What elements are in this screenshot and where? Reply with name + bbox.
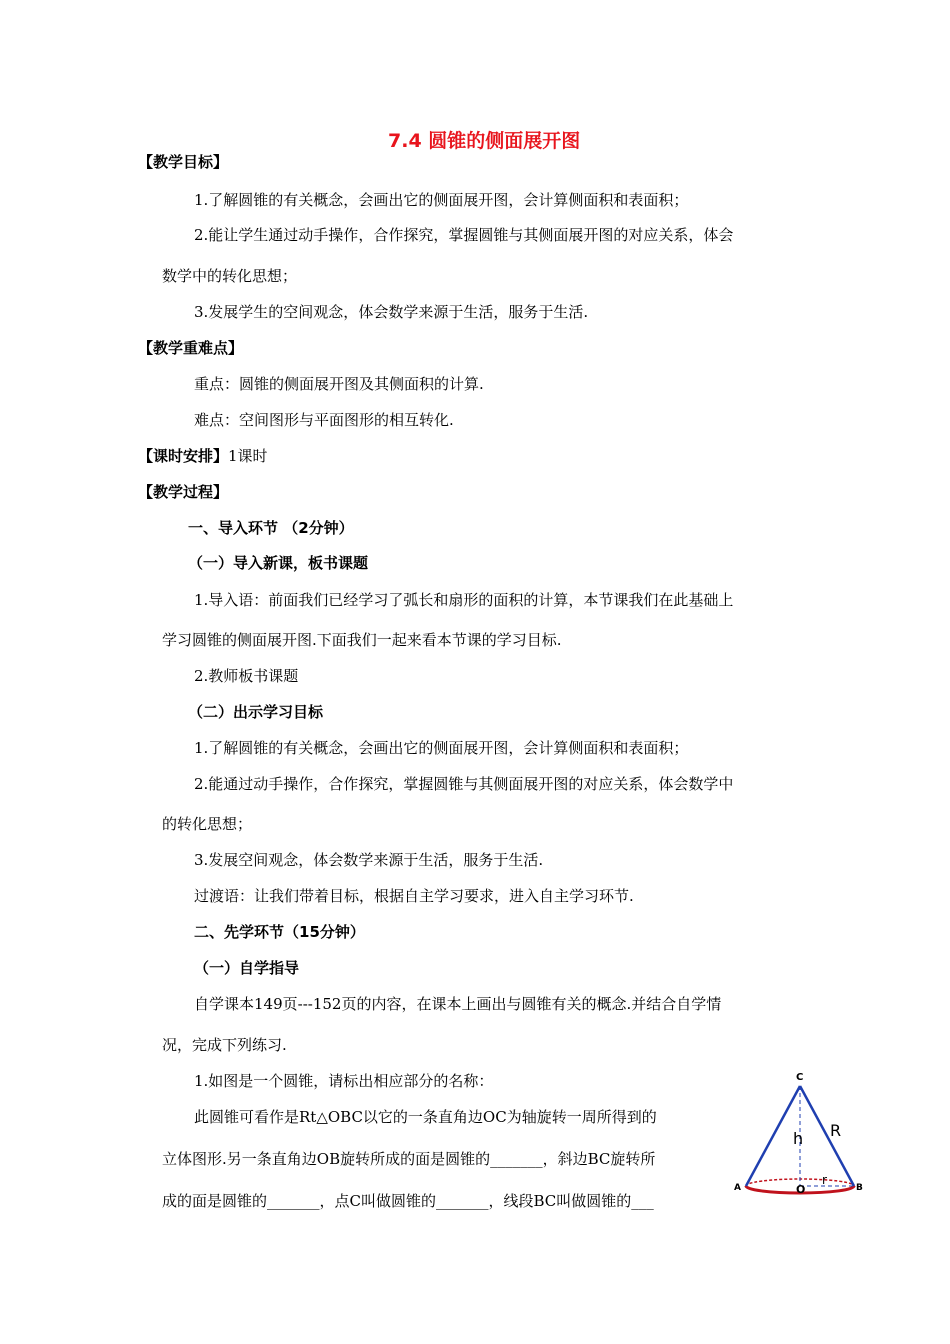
part2-heading: 二、先学环节（15分钟） [194, 923, 365, 941]
cone-side-left [746, 1086, 800, 1186]
transition-text: 过渡语：让我们带着目标，根据自主学习要求，进入自主学习环节. [194, 887, 634, 905]
schedule-heading: 【课时安排】 [138, 447, 229, 465]
exercise-1-text-3: 成的面是圆锥的_______，点C叫做圆锥的_______，线段BC叫做圆锥的___ [162, 1192, 654, 1210]
goal-3: 3.发展学生的空间观念，体会数学来源于生活，服务于生活. [194, 303, 589, 321]
keypoints-heading: 【教学重难点】 [138, 339, 244, 357]
label-o: O [796, 1183, 806, 1196]
label-b: B [856, 1183, 863, 1193]
exercise-1-text-1: 此圆锥可看作是Rt△OBC以它的一条直角边OC为轴旋转一周所得到的 [194, 1108, 657, 1126]
objective-2-line-1: 2.能通过动手操作，合作探究，掌握圆锥与其侧面展开图的对应关系，体会数学中 [194, 775, 734, 793]
cone-slant-height [800, 1086, 854, 1186]
keypoint: 重点：圆锥的侧面展开图及其侧面积的计算. [194, 375, 484, 393]
intro-1-line-1: 1.导入语：前面我们已经学习了弧长和扇形的面积的计算，本节课我们在此基础上 [194, 591, 734, 609]
objective-2-line-2: 的转化思想； [162, 815, 253, 833]
process-heading: 【教学过程】 [138, 483, 229, 501]
label-c: C [796, 1072, 804, 1083]
intro-1-line-2: 学习圆锥的侧面展开图.下面我们一起来看本节课的学习目标. [162, 631, 562, 649]
part1-sub1: （一）导入新课，板书课题 [188, 554, 369, 572]
part1-sub2: （二）出示学习目标 [188, 703, 324, 721]
label-r-slant: R [830, 1121, 842, 1140]
goals-heading: 【教学目标】 [138, 153, 229, 171]
objective-3: 3.发展空间观念，体会数学来源于生活，服务于生活. [194, 851, 544, 869]
label-r-radius: r [822, 1173, 827, 1187]
goal-2-line-2: 数学中的转化思想； [162, 267, 298, 285]
exercise-1: 1.如图是一个圆锥，请标出相应部分的名称： [194, 1072, 494, 1090]
schedule-row [138, 446, 268, 466]
self-study-line-1: 自学课本149页---152页的内容，在课本上画出与圆锥有关的概念.并结合自学情 [194, 995, 722, 1013]
goal-1: 1.了解圆锥的有关概念，会画出它的侧面展开图，会计算侧面积和表面积； [194, 191, 689, 209]
difficulty: 难点：空间图形与平面图形的相互转化. [194, 411, 454, 429]
page-title: 7.4 圆锥的侧面展开图 [388, 130, 581, 152]
exercise-1-text-2: 立体图形.另一条直角边OB旋转所成的面是圆锥的_______，斜边BC旋转所 [162, 1150, 656, 1168]
part2-sub1: （一）自学指导 [194, 959, 300, 977]
schedule-value: 1课时 [228, 447, 268, 465]
label-a: A [734, 1183, 741, 1193]
cone-figure [730, 1068, 870, 1198]
part1-heading: 一、导入环节 （2分钟） [188, 519, 354, 537]
objective-1: 1.了解圆锥的有关概念，会画出它的侧面展开图，会计算侧面积和表面积； [194, 739, 689, 757]
intro-2: 2.教师板书课题 [194, 667, 299, 685]
goal-2-line-1: 2.能让学生通过动手操作，合作探究，掌握圆锥与其侧面展开图的对应关系，体会 [194, 226, 734, 244]
self-study-line-2: 况，完成下列练习. [162, 1036, 287, 1054]
label-h: h [793, 1129, 804, 1148]
